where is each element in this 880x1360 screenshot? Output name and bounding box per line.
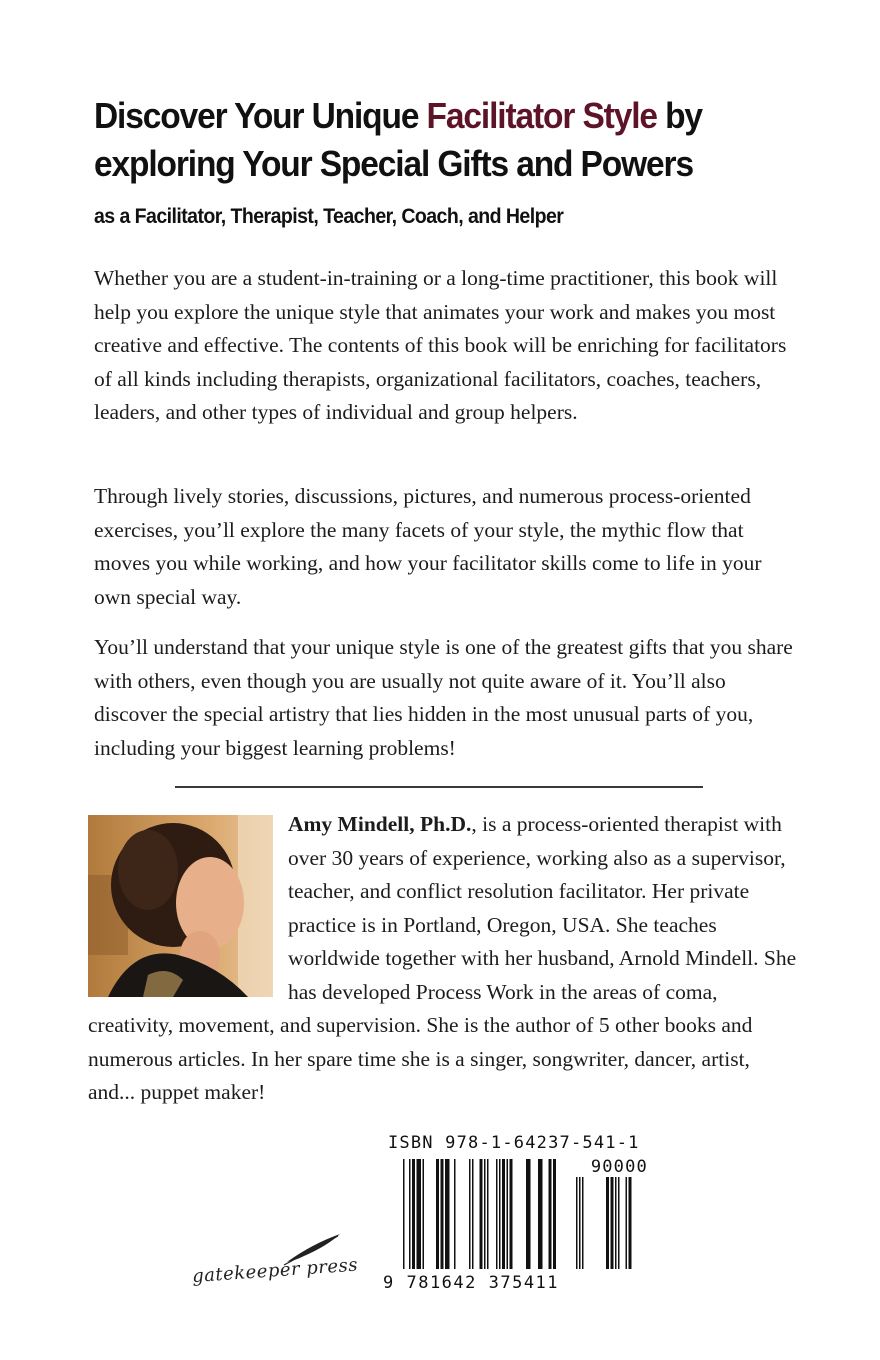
- headline: [94, 92, 764, 188]
- description-paragraph-1: Whether you are a student-in-training or a long-time practitioner, this book will help you explore the unique style that animates your work and makes you most creative and effective. The contents of this book will be enriching for facilitators of all kinds including therapists, organizational facilitators, coaches, teachers, leaders, and other types of individual and group helpers.: [94, 266, 787, 424]
- divider: [175, 786, 703, 788]
- price-code: 90000: [590, 1157, 648, 1177]
- publisher-logo: [192, 1232, 367, 1302]
- author-bio: [88, 808, 798, 1110]
- barcode-digits: 9 781642 375411: [383, 1273, 560, 1293]
- headline-part2: by exploring Your Special Gifts and Powers: [94, 95, 702, 184]
- publisher-name: gatekeeper press: [191, 1254, 359, 1288]
- author-name: Amy Mindell, Ph.D.: [288, 812, 472, 836]
- isbn-label: ISBN 978-1-64237-541-1: [388, 1133, 640, 1153]
- headline-part1: Discover Your Unique: [94, 95, 427, 136]
- author-bio-text: , is a process-oriented therapist with over 30 years of experience, working also as a supervisor, teacher, and conflict resolution facilitator. Her private practice is in Portland, Oregon, USA. She teaches worldwide together with her husband, Arnold Mindell. She has developed Process Work in the areas of coma, creativity, movement, and supervision. She is the author of 5 other books and numerous articles. In her spare time she is a singer, songwriter, dancer, artist, and... puppet maker!: [88, 812, 797, 1104]
- description-paragraph-2: Through lively stories, discussions, pictures, and numerous process-oriented exercises, you’ll explore the many facets of your style, the mythic flow that moves you while working, and how your facilitator skills come to life in your own special way.: [94, 484, 762, 609]
- description-paragraph-3: You’ll understand that your unique style is one of the greatest gifts that you share with others, even though you are usually not quite aware of it. You’ll also discover the special artistry that lies hidden in the most unusual parts of you, including your biggest learning problems!: [94, 635, 793, 760]
- subheadline: as a Facilitator, Therapist, Teacher, Coach, and Helper: [94, 205, 564, 228]
- headline-accent: Facilitator Style: [426, 95, 657, 136]
- isbn-barcode: [378, 1153, 668, 1293]
